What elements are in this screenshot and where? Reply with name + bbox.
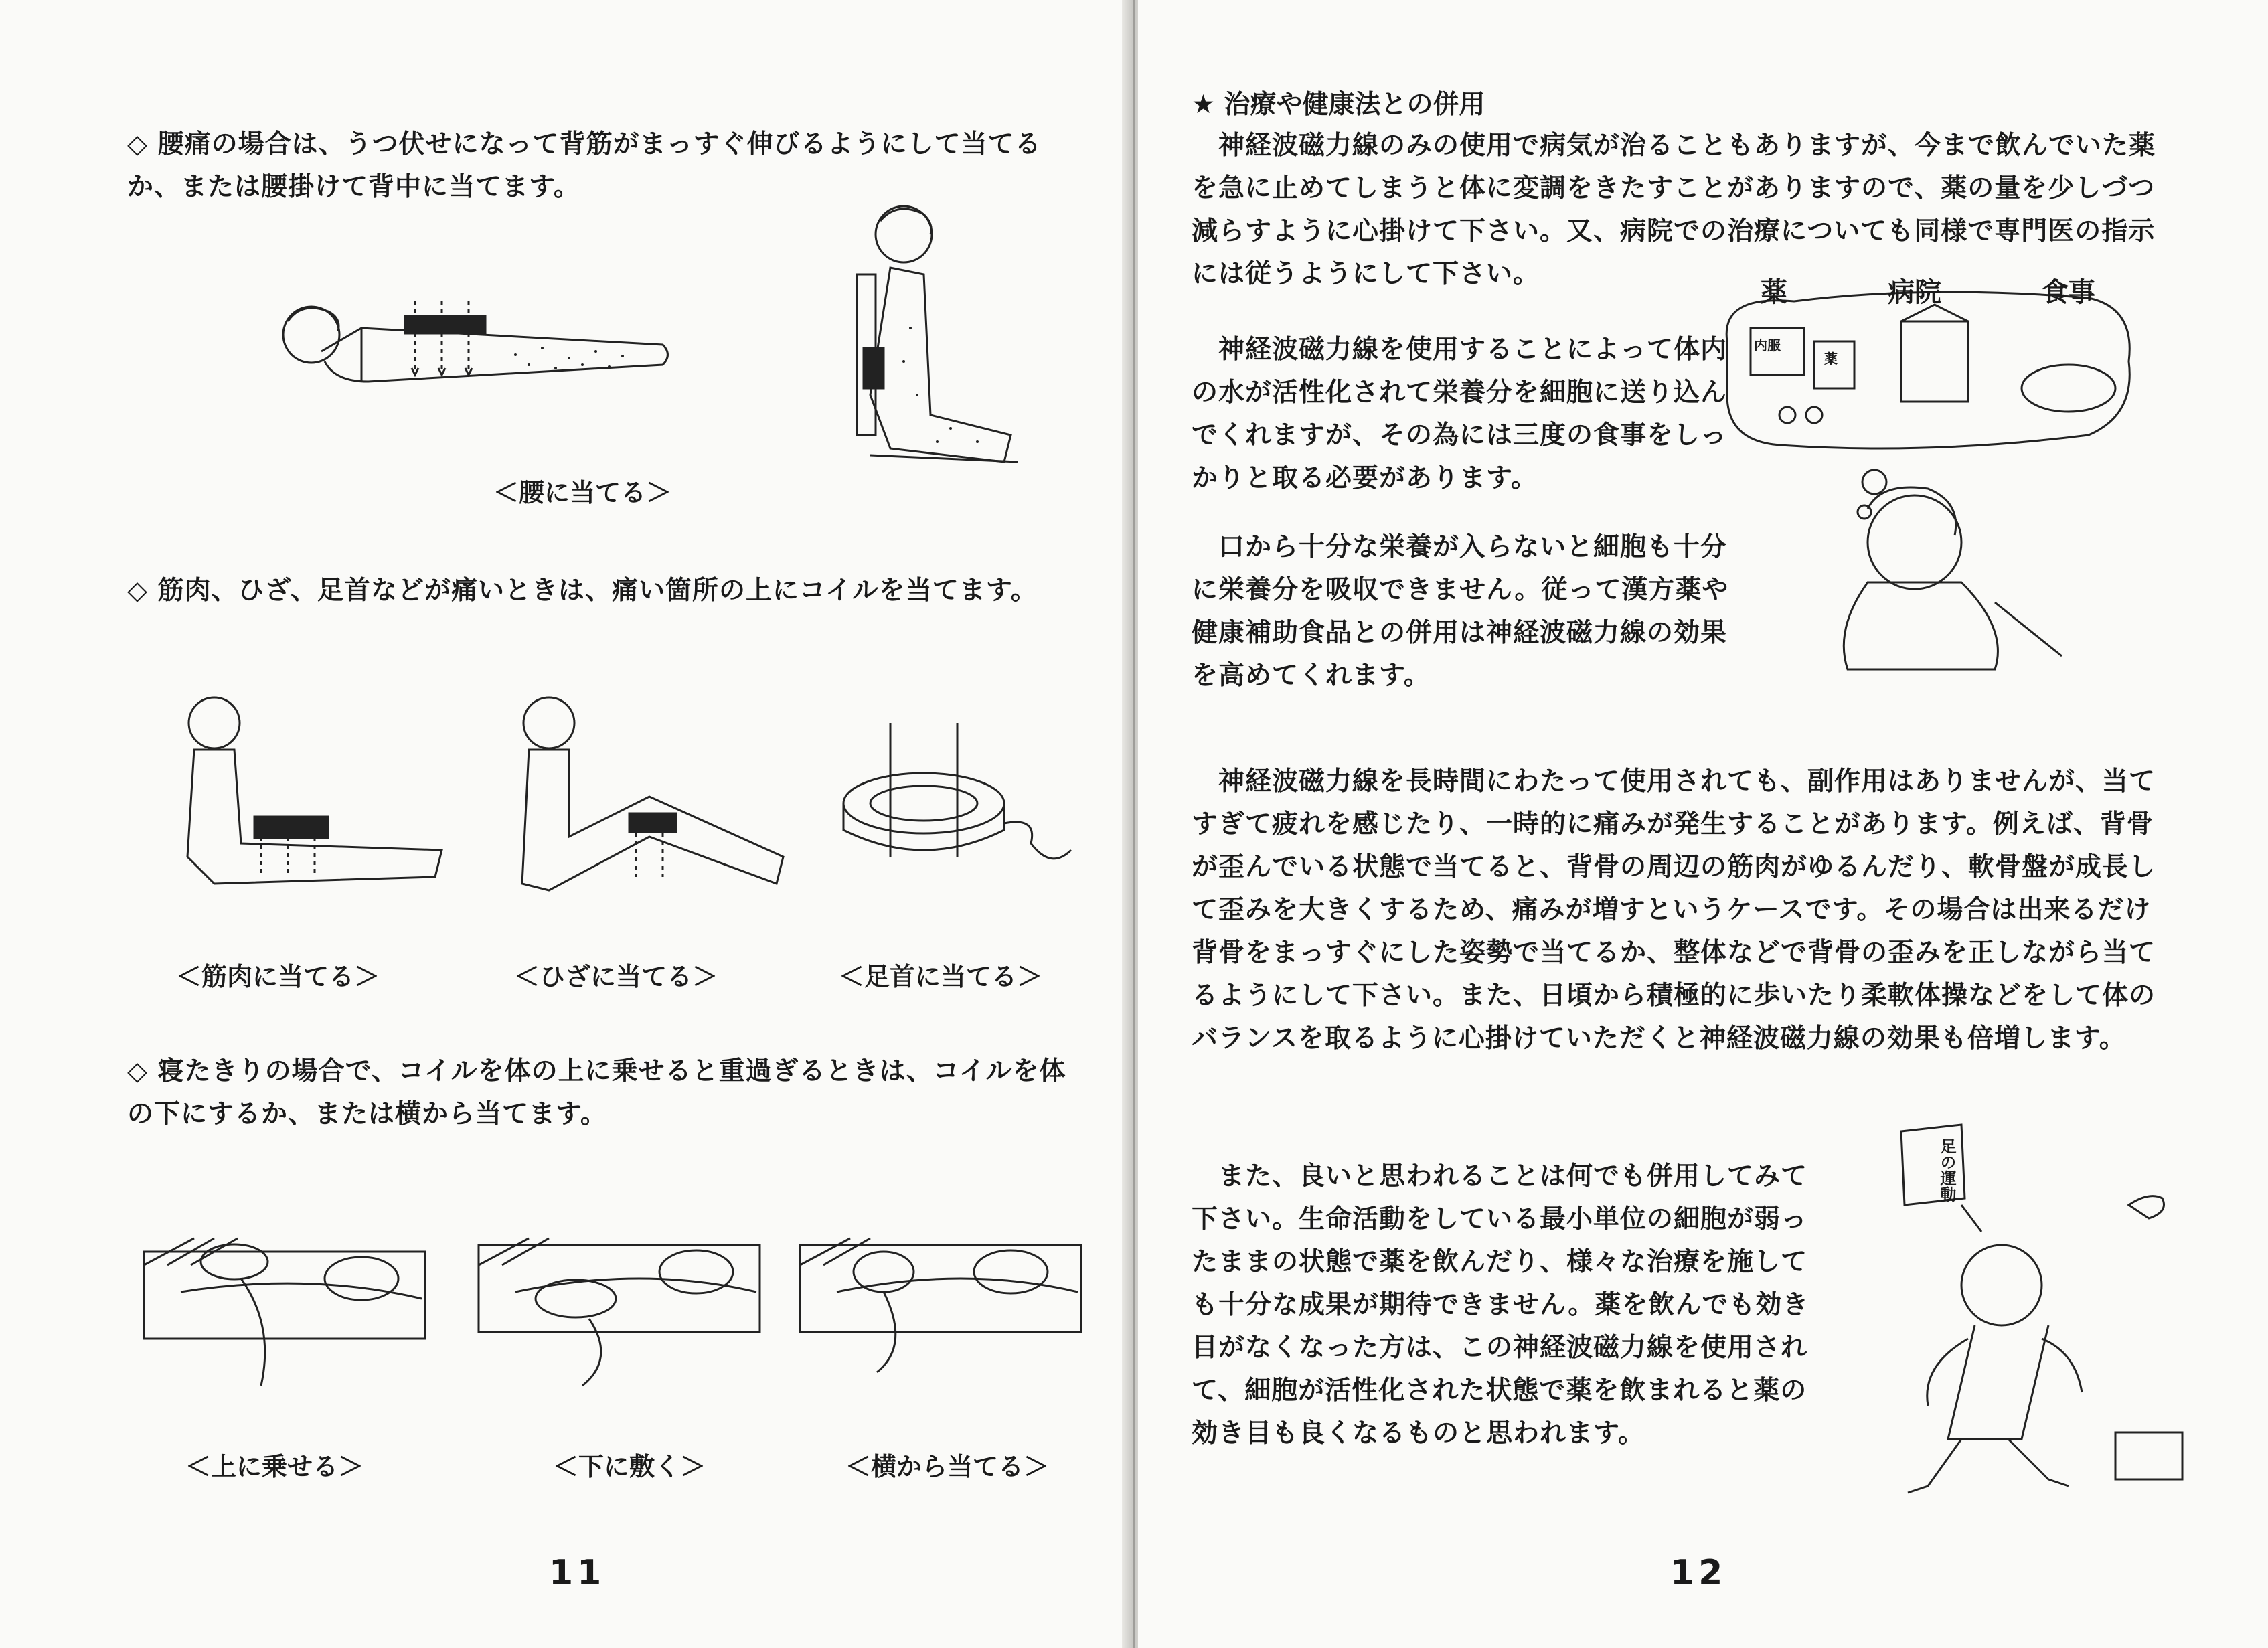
caption-on-top: ＜上に乗せる＞ <box>185 1452 363 1481</box>
page-number-right: 12 <box>1670 1553 1727 1593</box>
caption-ankle: ＜足首に当てる＞ <box>838 962 1042 991</box>
flag-text: 足の運動 <box>1937 1138 1957 1202</box>
ankle-illustration <box>830 710 1084 897</box>
left-page <box>0 0 1131 1648</box>
page-number-left: 11 <box>549 1553 606 1593</box>
thought-bubble-illustration <box>1714 277 2142 683</box>
coil-from-side-illustration <box>797 1225 1091 1392</box>
right-paragraph-nutrition: 神経波磁力線を使用することによって体内の水が活性化されて栄養分を細胞に送り込んでくれますが、その為には三度の食事をしっかりと取る必要があります。 <box>1192 334 1728 493</box>
left-paragraph-muscles: ◇ 筋肉、ひざ、足首などが痛いときは、痛い箇所の上にコイルを当てます。 <box>127 575 1038 606</box>
coil-on-top-illustration <box>141 1225 435 1392</box>
caption-underneath: ＜下に敷く＞ <box>552 1452 706 1481</box>
bubble-label-hospital: 病院 <box>1888 277 1941 308</box>
knee-illustration <box>509 683 797 897</box>
bubble-small-naifuku: 内服 <box>1754 337 1781 353</box>
bubble-label-meals: 食事 <box>2042 277 2095 308</box>
right-paragraph-supplements: 口から十分な栄養が入らないと細胞も十分に栄養分を吸収できません。従って漢方薬や健康補助食品との併用は神経波磁力線の効果を高めてくれます。 <box>1192 531 1729 691</box>
right-page <box>1138 0 2268 1648</box>
walking-man-illustration <box>1848 1125 2196 1499</box>
caption-waist: ＜腰に当てる＞ <box>493 478 671 507</box>
seated-person-illustration <box>830 194 1031 482</box>
right-paragraph-side-effects: 神経波磁力線を長時間にわたって使用されても、副作用はありませんが、当てすぎて疲れを感じたり、一時的に痛みが発生することがあります。例えば、背骨が歪んでいる状態で当てると、背骨の周辺の筋肉がゆるんだり、軟骨盤が成長して歪みを大きくするため、痛みが増すというケースです。その場合は出来るだけ背骨をまっすぐにした姿勢で当てるか、整体などで背骨の歪みを正しながら当てるようにして下さい。また、日頃から積極的に歩いたり柔軟体操などをして体のバランスを取るように心掛けていただくと神経波磁力線の効果も倍増します。 <box>1192 766 2156 1054</box>
section-heading: ★ 治療や健康法との併用 <box>1192 90 1485 120</box>
right-paragraph-medicine: 神経波磁力線のみの使用で病気が治ることもありますが、今まで飲んでいた薬を急に止めてしまうと体に変調をきたすことがありますので、薬の量を少しづつ減らすように心掛けて下さい。又、病院での治療についても同様で専門医の指示には従うようにして下さい。 <box>1192 130 2156 289</box>
caption-muscle: ＜筋肉に当てる＞ <box>175 962 380 991</box>
bubble-small-kusuri: 薬 <box>1824 351 1838 367</box>
coil-underneath-illustration <box>475 1225 770 1392</box>
caption-from-side: ＜横から当てる＞ <box>845 1452 1049 1481</box>
caption-knee: ＜ひざに当てる＞ <box>513 962 718 991</box>
left-paragraph-lower-back: ◇ 腰痛の場合は、うつ伏せになって背筋がまっすぐ伸びるようにして当てるか、または腰掛けて背中に当てます。 <box>127 129 1042 202</box>
muscle-illustration <box>167 683 455 897</box>
prone-person-illustration <box>261 281 690 435</box>
bubble-label-medicine: 薬 <box>1761 277 1787 308</box>
left-paragraph-bedridden: ◇ 寝たきりの場合で、コイルを体の上に乗せると重過ぎるときは、コイルを体の下にするか、または横から当てます。 <box>127 1056 1066 1129</box>
right-paragraph-combination: また、良いと思われることは何でも併用してみて下さい。生命活動をしている最小単位の細胞が弱ったままの状態で薬を飲んだり、様々な治療を施しても十分な成果が期待できません。薬を飲んでも効き目がなくなった方は、この神経波磁力線を使用されて、細胞が活性化された状態で薬を飲まれると薬の効き目も良くなるものと思われます。 <box>1192 1161 1809 1449</box>
